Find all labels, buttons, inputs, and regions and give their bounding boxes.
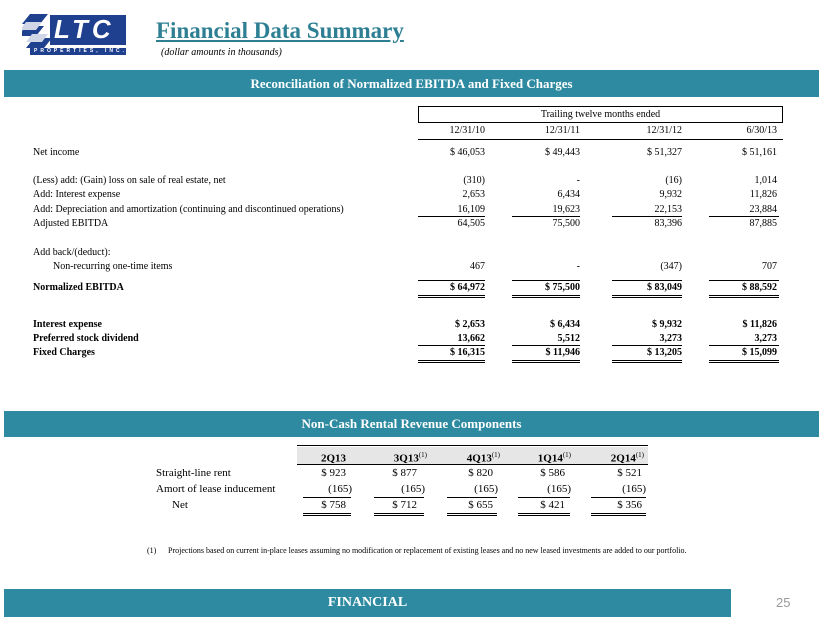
rental-double-rule [518, 513, 570, 516]
logo-subtext: PROPERTIES, INC. [34, 48, 128, 54]
rental-cell: (165) [547, 483, 571, 495]
total-rule [709, 280, 779, 281]
column-header: 12/31/10 [449, 125, 485, 136]
table-cell: 1,014 [754, 175, 777, 186]
column-header: 6/30/13 [746, 125, 777, 136]
table-cell: $ 75,500 [545, 282, 580, 293]
rental-column-header: 4Q13$^{(1)}$ [466, 451, 500, 465]
double-rule [418, 360, 485, 363]
rental-cell: (165) [474, 483, 498, 495]
table-cell: 9,932 [659, 189, 682, 200]
row-label: Non-recurring one-time items [53, 261, 173, 272]
rental-column-header: 1Q14$^{(1)}$ [537, 451, 571, 465]
double-rule [709, 360, 779, 363]
double-rule [512, 360, 580, 363]
rental-subtotal-rule [374, 497, 424, 498]
total-rule [612, 280, 682, 281]
table-cell: 13,662 [457, 333, 485, 344]
rental-cell: $ 877 [392, 467, 417, 479]
table-cell: $ 13,205 [647, 347, 682, 358]
subtotal-rule [709, 345, 779, 346]
page-title: Financial Data Summary [156, 18, 404, 43]
column-header: 12/31/12 [646, 125, 682, 136]
table-cell: 83,396 [654, 218, 682, 229]
subtotal-rule [512, 345, 580, 346]
row-label: Fixed Charges [33, 347, 95, 358]
subtotal-rule [418, 345, 485, 346]
table-cell: 16,109 [457, 204, 485, 215]
rental-column-header: 3Q13$^{(1)}$ [393, 451, 427, 465]
page-number: 25 [776, 595, 791, 610]
table-cell: 19,623 [552, 204, 580, 215]
page-subtitle: (dollar amounts in thousands) [161, 47, 282, 58]
rental-cell: (165) [328, 483, 352, 495]
double-rule [612, 360, 682, 363]
row-label: Preferred stock dividend [33, 333, 139, 344]
row-label: (Less) add: (Gain) loss on sale of real estate, net [33, 175, 226, 186]
rental-column-header: 2Q13 [320, 452, 346, 465]
trailing-period-header: Trailing twelve months ended [418, 106, 783, 123]
rental-row-label: Straight-line rent [156, 467, 231, 479]
rental-row-label: Amort of lease inducement [156, 483, 276, 495]
rental-cell: $ 712 [392, 499, 417, 511]
table-cell: 23,884 [749, 204, 777, 215]
table-cell: $ 11,826 [742, 319, 777, 330]
rental-cell: $ 923 [321, 467, 346, 479]
table-cell: 467 [470, 261, 485, 272]
table-cell: $ 88,592 [742, 282, 777, 293]
table-cell: 87,885 [749, 218, 777, 229]
row-label: Add: Interest expense [33, 189, 121, 200]
table-cell: $ 46,053 [450, 147, 485, 158]
header-underline [418, 139, 783, 140]
table-cell: 6,434 [557, 189, 580, 200]
double-rule [709, 295, 779, 298]
subtotal-rule [512, 216, 580, 217]
rental-section-header: Non-Cash Rental Revenue Components [4, 411, 819, 437]
table-cell: $ 9,932 [652, 319, 682, 330]
table-cell: - [576, 261, 580, 272]
rental-subtotal-rule [447, 497, 497, 498]
rental-subtotal-rule [591, 497, 646, 498]
double-rule [512, 295, 580, 298]
row-label: Interest expense [33, 319, 102, 330]
double-rule [418, 295, 485, 298]
logo-text: LTC [54, 14, 115, 44]
footnote-text: Projections based on current in-place leases assuming no modification or replacement of existing leases and no new leased investments are added to our portfolio. [168, 546, 687, 555]
rental-column-header: 2Q14$^{(1)}$ [610, 451, 644, 465]
rental-cell: $ 421 [540, 499, 565, 511]
table-cell: 3,273 [659, 333, 682, 344]
table-cell: $ 2,653 [455, 319, 485, 330]
subtotal-rule [418, 216, 485, 217]
footer-section-label: FINANCIAL [4, 589, 731, 617]
rental-double-rule [447, 513, 497, 516]
company-logo [22, 12, 128, 56]
subtotal-rule [612, 216, 682, 217]
table-cell: (347) [660, 261, 682, 272]
rental-cell: (165) [401, 483, 425, 495]
double-rule [612, 295, 682, 298]
rental-subtotal-rule [518, 497, 570, 498]
table-cell: $ 16,315 [450, 347, 485, 358]
table-cell: 707 [762, 261, 777, 272]
table-cell: $ 83,049 [647, 282, 682, 293]
total-rule [418, 280, 485, 281]
table-cell: (16) [665, 175, 682, 186]
footnote-marker: (1) [147, 546, 157, 555]
table-cell: 11,826 [749, 189, 777, 200]
table-cell: 2,653 [462, 189, 485, 200]
rental-double-rule [374, 513, 424, 516]
rental-cell: $ 820 [468, 467, 493, 479]
rental-double-rule [591, 513, 646, 516]
rental-cell: $ 521 [617, 467, 642, 479]
rental-double-rule [303, 513, 351, 516]
table-cell: $ 51,327 [647, 147, 682, 158]
table-cell: - [576, 175, 580, 186]
total-rule [512, 280, 580, 281]
row-label: Normalized EBITDA [33, 282, 124, 293]
subtotal-rule [709, 216, 779, 217]
table-cell: 3,273 [754, 333, 777, 344]
column-header: 12/31/11 [544, 125, 580, 136]
rental-subtotal-rule [303, 497, 351, 498]
row-label: Adjusted EBITDA [33, 218, 109, 229]
table-cell: $ 15,099 [742, 347, 777, 358]
rental-cell: $ 586 [540, 467, 565, 479]
rental-cell: (165) [622, 483, 646, 495]
table-cell: $ 11,946 [545, 347, 580, 358]
rental-row-label: Net [172, 499, 188, 511]
row-label: Add back/(deduct): [33, 247, 111, 258]
rental-header-underline [297, 464, 648, 465]
table-cell: (310) [463, 175, 485, 186]
table-cell: $ 64,972 [450, 282, 485, 293]
table-cell: 22,153 [654, 204, 682, 215]
reconciliation-section-header: Reconciliation of Normalized EBITDA and Fixed Charges [4, 70, 819, 97]
row-label: Add: Depreciation and amortization (continuing and discontinued operations) [33, 204, 344, 215]
table-cell: 64,505 [457, 218, 485, 229]
rental-cell: $ 758 [321, 499, 346, 511]
rental-cell: $ 356 [617, 499, 642, 511]
rental-header-topline [297, 445, 648, 446]
rental-cell: $ 655 [468, 499, 493, 511]
table-cell: $ 51,161 [742, 147, 777, 158]
table-cell: $ 6,434 [550, 319, 580, 330]
table-cell: 75,500 [552, 218, 580, 229]
table-cell: $ 49,443 [545, 147, 580, 158]
row-label: Net income [33, 147, 80, 158]
table-cell: 5,512 [557, 333, 580, 344]
subtotal-rule [612, 345, 682, 346]
